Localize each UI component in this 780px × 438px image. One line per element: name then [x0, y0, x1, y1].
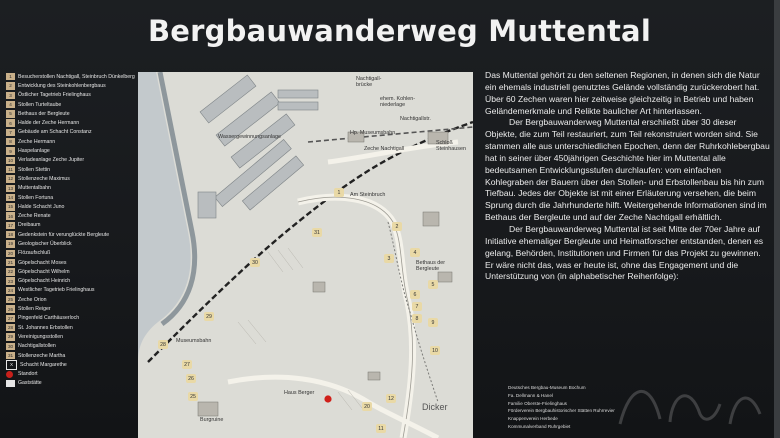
legend-item [6, 118, 142, 127]
legend-label: Vereinigungsstollen [18, 333, 63, 340]
map-label-hp-museum: Hp. Museumsbahn [350, 130, 396, 136]
legend-label: Zeche Hermann [18, 138, 56, 145]
map-label-burg: Burgruine [200, 417, 224, 423]
map-marker: 28 [158, 340, 168, 349]
legend-item [6, 137, 142, 146]
legend-number: 17 [7, 222, 14, 228]
legend-number: 26 [7, 306, 14, 312]
map-marker: 26 [186, 374, 196, 383]
map-label-bruecke: Nachtigall- brücke [356, 76, 382, 88]
map-marker: 20 [362, 402, 372, 411]
legend-item [6, 146, 142, 155]
legend-label: Gebäude am Schacht Constanz [18, 129, 92, 136]
legend-number: 30 [7, 343, 14, 349]
map-marker: 2 [392, 222, 402, 231]
paragraph-objects: Der Bergbauwanderweg Muttental erschließt über 30 dieser Objekte, die zum Teil restauriert, zum Teil rekonstruiert worden sind. Sie stammen alle aus unterschiedlichen Epochen, denn der Ruhrkohlebergbau hat in seiner über 450jährigen Geschichte hier im Muttental alle bedeutsamen Entwicklungsstufen durchlaufen: vom einfachen Kohlegraben der Bauern über den Stollen- und Erbstollenbau bis hin zum Tiefbau. Jedes der Objekte ist mit einer Erläuterung versehen, die beim Sprung durch die Jahrhunderte hilft. Weitergehende Informationen sind im Bethaus der Bergleute und auf der Zeche Nachtigall erhältlich. [485, 117, 770, 223]
legend-number: 2 [6, 82, 15, 89]
map-marker: 10 [430, 346, 440, 355]
legend-label: Gaststätte [18, 380, 42, 387]
legend-number: X [6, 360, 17, 369]
map-label-steinbruch: Am Steinbruch [350, 192, 386, 198]
legend-item [6, 258, 142, 267]
legend-label: Zeche Renate [18, 213, 51, 220]
legend-item [6, 277, 142, 286]
legend-item [6, 91, 142, 100]
legend-label: Stollenzeche Maximus [18, 175, 70, 182]
legend-number [6, 371, 13, 378]
legend-label: Schacht Margarethe [20, 361, 67, 368]
legend-item [6, 100, 142, 109]
legend-label: Westlicher Tagetrieb Frielinghaus [18, 287, 95, 294]
legend-item [6, 72, 142, 81]
legend-number: 19 [7, 241, 14, 247]
map-label-haus: Haus Berger [284, 390, 315, 396]
map-label-bethaus: Bethaus der Bergleute [416, 260, 446, 272]
legend-label: Göpelschacht Moses [18, 259, 67, 266]
legend-number: 15 [7, 204, 14, 210]
legend-item [6, 332, 142, 341]
paragraph-history: Der Bergbauwanderweg Muttental ist seit Mitte der 70er Jahre auf Initiative ehemaliger Bergleute und Heimatforscher entstanden, denen es gelang, Behörden, Institutionen und Firmen für das Projekt zu gewinnen. Er wäre nicht das, was er heute ist, ohne das Engagement und die Unterstützung von (in alphabetischer Reihenfolge): [485, 223, 764, 282]
legend-item [6, 193, 142, 202]
legend-label: Geologischer Überblick [18, 240, 72, 247]
legend-item [6, 109, 142, 118]
legend-number: 11 [6, 166, 15, 173]
map-marker: 11 [376, 424, 386, 433]
map-marker: 9 [428, 318, 438, 327]
legend-item [6, 211, 142, 220]
sponsor-item: Fa. Dellmann & Hanel [508, 392, 553, 398]
trail-map [138, 72, 473, 438]
legend-number: 29 [7, 334, 14, 340]
legend-label: Stollen Fortuna [18, 194, 54, 201]
legend-number: 28 [7, 325, 14, 331]
legend-number: 24 [7, 287, 14, 293]
legend-number: 8 [6, 138, 15, 145]
legend-number: 9 [6, 147, 15, 154]
legend-number: 4 [6, 101, 15, 108]
legend-number: 1 [6, 73, 15, 80]
map-marker: 12 [386, 394, 396, 403]
legend-item [6, 295, 142, 304]
legend-label: Haspelanlage [18, 148, 50, 155]
legend-item [6, 370, 142, 379]
legend-item [6, 342, 142, 351]
legend-item [6, 221, 142, 230]
legend-label: Verladeanlage Zeche Jupiter [18, 157, 85, 164]
map-label-zeche-nachtigall: Zeche Nachtigall [364, 146, 405, 152]
legend-item [6, 156, 142, 165]
legend-label: Halde Schacht Juno [18, 203, 65, 210]
legend-number: 22 [7, 269, 14, 275]
map-label-schloss: Schloß Steinhausen [436, 140, 466, 152]
legend-item [6, 323, 142, 332]
map-marker: 4 [410, 248, 420, 257]
legend-label: Zeche Orion [18, 296, 47, 303]
map-marker: 27 [182, 360, 192, 369]
legend-item [6, 81, 142, 90]
legend-item [6, 304, 142, 313]
legend-number: 7 [6, 129, 15, 136]
legend-label: St. Johannes Erbstollen [18, 324, 73, 331]
legend-label: Muttentalbahn [18, 185, 51, 192]
legend-item [6, 174, 142, 183]
paragraph-intro: Das Muttental gehört zu den seltenen Regionen, in denen sich die Natur ein ehemals industriell genutztes Gelände vollständig zurückerobert hat. Über 60 Zechen waren hier zeitweise gleichzeitig in Betrieb und haben Geländemerkmale und Relikte baulicher Art hinterlassen. [485, 70, 760, 116]
legend-label: Standort [18, 371, 38, 378]
legend-number: 5 [6, 110, 15, 117]
legend-item [6, 202, 142, 211]
board-title: Bergbauwanderweg Muttental [148, 14, 651, 48]
map-marker: 3 [384, 254, 394, 263]
legend-item [6, 360, 142, 369]
legend-item [6, 379, 142, 388]
sponsor-item: Familie Oberste-Frielinghaus [508, 400, 567, 406]
legend-number: 10 [7, 157, 14, 163]
sponsor-item: Deutsches Bergbau-Museum Bochum [508, 385, 586, 390]
legend-number: 3 [6, 92, 15, 99]
legend-number: 27 [7, 315, 14, 321]
legend-item [6, 286, 142, 295]
legend-label: Pingenfeld Carthäuserloch [18, 315, 80, 322]
map-marker: 5 [428, 280, 438, 289]
legend-number: 13 [7, 185, 14, 191]
map-legend [6, 72, 142, 388]
board-frame [774, 0, 780, 438]
map-label-dicker: Dicker [422, 402, 448, 412]
standort-marker [324, 395, 331, 402]
legend-label: Flözaufschluß [18, 250, 51, 257]
legend-label: Dreibaum [18, 222, 41, 229]
legend-label: Bethaus der Bergleute [18, 110, 70, 117]
legend-number: 12 [7, 176, 14, 182]
map-marker: 8 [412, 314, 422, 323]
graffiti-scribble [600, 364, 770, 438]
legend-label: Gedenkstein für verunglückte Bergleute [18, 231, 110, 238]
map-label-kohlen: ehem. Kohlen- niederlage [380, 96, 416, 108]
legend-number: 6 [6, 119, 15, 126]
legend-label: Göpelschacht Wilhelm [18, 268, 70, 275]
legend-item [6, 230, 142, 239]
legend-item [6, 184, 142, 193]
map-label-wasser: Wassergewinnungsanlage [218, 134, 282, 140]
sponsor-item: Förderverein Bergbauhistorischer Stätten Ruhrrevier [508, 408, 615, 414]
legend-label: Halde der Zeche Hermann [18, 120, 80, 127]
legend-number: 23 [7, 278, 14, 284]
legend-number: 16 [7, 213, 14, 219]
legend-item [6, 165, 142, 174]
legend-item [6, 239, 142, 248]
legend-number: 25 [7, 297, 14, 303]
legend-item [6, 267, 142, 276]
map-marker: 25 [188, 392, 198, 401]
map-marker: 30 [250, 258, 260, 267]
legend-item [6, 249, 142, 258]
legend-label: Nachtigallstollen [18, 343, 56, 350]
map-marker: 31 [312, 228, 322, 237]
map-marker: 1 [334, 188, 344, 197]
legend-item [6, 314, 142, 323]
legend-number: 20 [7, 250, 14, 256]
legend-item [6, 128, 142, 137]
sponsor-item: Kommunalverband Ruhrgebiet [508, 423, 571, 429]
legend-label: Östlicher Tagetrieb Frielinghaus [18, 92, 91, 99]
legend-label: Besucherstollen Nachtigall, Steinbruch Dünkelberg [18, 73, 135, 80]
description-text [485, 70, 770, 283]
map-marker: 6 [410, 290, 420, 299]
legend-number [6, 380, 15, 387]
map-label-nachtigallstr: Nachtigallstr. [400, 116, 431, 122]
map-marker: 7 [412, 302, 422, 311]
legend-label: Entwicklung des Steinkohlenbergbaus [18, 82, 106, 89]
sponsor-item: Knappenverein Herbede [508, 416, 558, 422]
legend-label: Stollen Turteltaube [18, 101, 62, 108]
legend-label: Stollen Stettin [18, 166, 51, 173]
legend-number: 21 [7, 260, 14, 266]
legend-label: Stollenzeche Martha [18, 352, 66, 359]
map-label-museumsbahn: Museumsbahn [176, 338, 212, 344]
legend-label: Göpelschacht Heinrich [18, 278, 71, 285]
legend-number: 18 [7, 232, 14, 238]
map-marker: 29 [204, 312, 214, 321]
legend-number: 31 [7, 353, 14, 359]
map-drawing [138, 72, 473, 438]
legend-item [6, 351, 142, 360]
legend-number: 14 [7, 195, 14, 200]
legend-label: Stollen Reiger [18, 306, 51, 313]
